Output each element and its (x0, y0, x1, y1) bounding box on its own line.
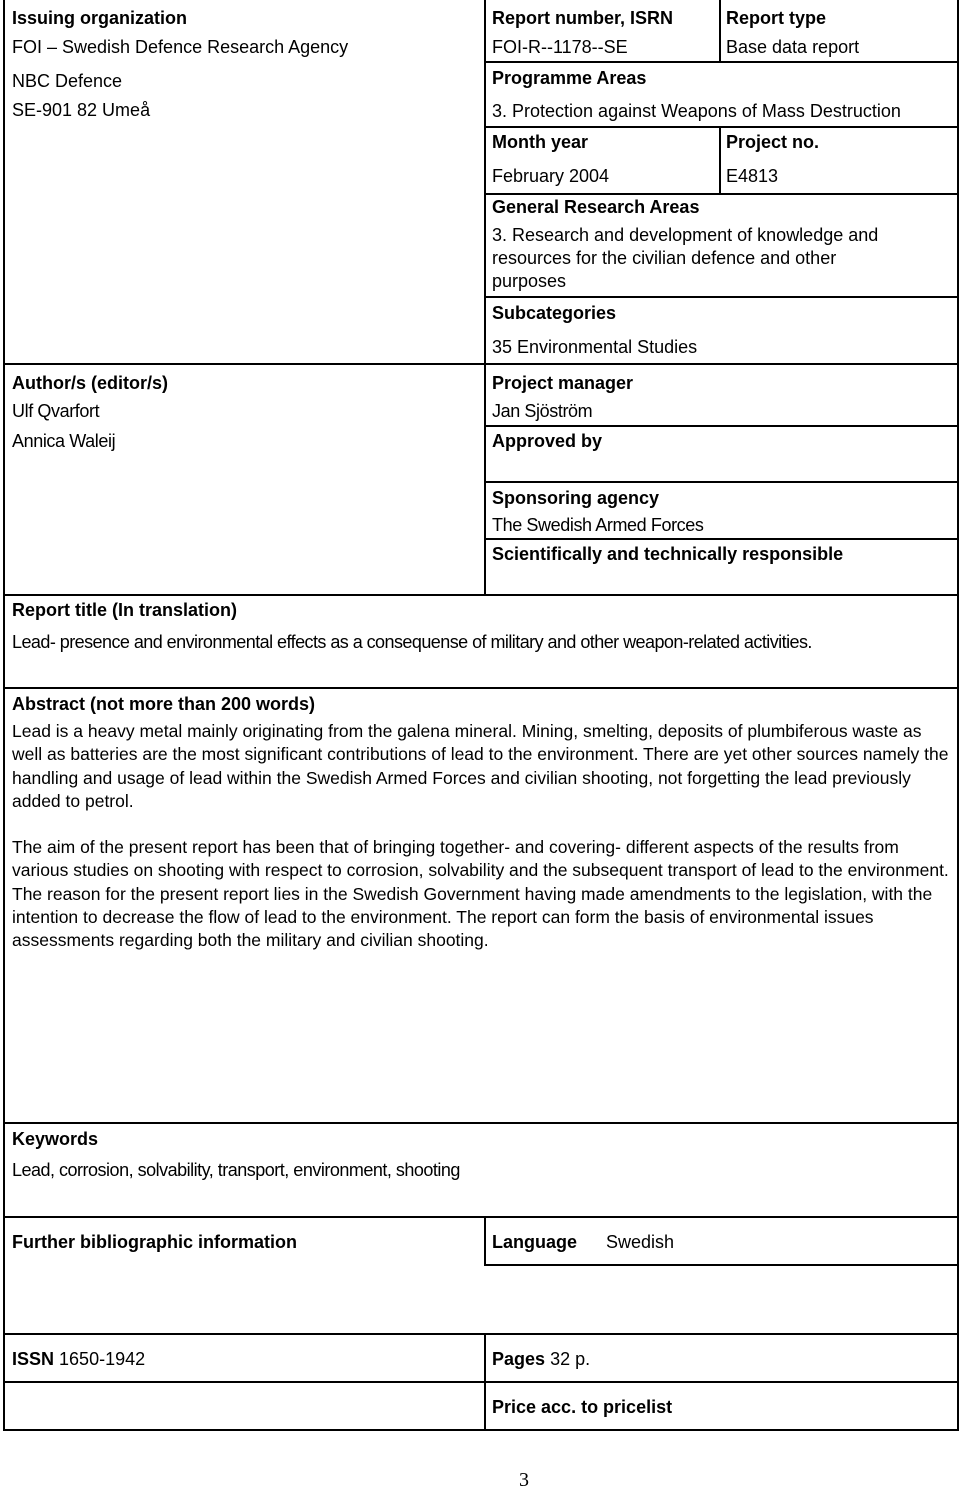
report-title-label: Report title (In translation) (12, 600, 237, 620)
column-divider-language (484, 1218, 486, 1266)
issn-label: ISSN (12, 1349, 55, 1369)
issuing-line-2: NBC Defence (12, 71, 123, 91)
column-divider-report-type (719, 0, 721, 62)
column-divider-project-no (719, 127, 721, 194)
further-info-label: Further bibliographic information (12, 1232, 297, 1252)
report-number-value: FOI-R--1178--SE (492, 37, 628, 57)
hline-further-info (3, 1216, 959, 1218)
general-research-line-1: 3. Research and development of knowledge and (492, 225, 879, 245)
price-label: Price acc. to pricelist (492, 1397, 673, 1417)
subcategories-value: 35 Environmental Studies (492, 337, 698, 357)
abstract-paragraph-1: Lead is a heavy metal mainly originating from the galena mineral. Mining, smelting, deposits of plumbiferous waste as well as batteries are the most significant contributions of lead to the environment. There are yet other sources namely the handling and usage of lead within the Swedish Armed Forces and civilian shooting, not forgetting the lead previously added to petrol. (12, 721, 949, 811)
sponsoring-value: The Swedish Armed Forces (492, 515, 704, 535)
hline-report-title (3, 594, 959, 596)
sponsoring-label: Sponsoring agency (492, 488, 660, 508)
issn-field (12, 1348, 145, 1370)
month-year-value: February 2004 (492, 166, 610, 186)
page-number: 3 (519, 1469, 529, 1491)
hline-abstract (3, 687, 959, 689)
hline-price (3, 1381, 959, 1383)
report-type-label: Report type (726, 8, 827, 28)
approved-by-label: Approved by (492, 431, 603, 451)
general-research-line-2: resources for the civilian defence and other (492, 248, 837, 268)
responsible-label: Scientifically and technically responsible (492, 544, 844, 564)
report-title-value: Lead- presence and environmental effects as a consequense of military and other weapon-related activities. (12, 632, 812, 652)
month-year-label: Month year (492, 132, 589, 152)
hline-language-bottom (484, 1264, 959, 1266)
programme-areas-value: 3. Protection against Weapons of Mass Destruction (492, 101, 901, 121)
hline-responsible (484, 538, 959, 540)
border-bottom (3, 1429, 959, 1431)
hline-general (484, 193, 959, 195)
language-label: Language (492, 1232, 578, 1252)
general-research-line-3: purposes (492, 271, 567, 291)
report-number-label: Report number, ISRN (492, 8, 674, 28)
hline-authors (3, 363, 485, 365)
abstract-paragraph-2: The aim of the present report has been that of bringing together- and covering- different aspects of the results from various studies on shooting with respect to corrosion, solvability and the subsequent transport of lead to the environment. The reason for the present report lies in the Swedish Government having made amendments to the legislation, with the intention to decrease the flow of lead to the environment. The report can form the basis of environmental issues assessments regarding both the military and civilian shooting. (12, 837, 949, 951)
issuing-line-3: SE-901 82 Umeå (12, 100, 151, 120)
hline-month (484, 126, 959, 128)
hline-subcategories (484, 296, 959, 298)
hline-project-manager (484, 363, 959, 365)
report-type-value: Base data report (726, 37, 860, 57)
issuing-line-1: FOI – Swedish Defence Research Agency (12, 37, 349, 57)
general-research-label: General Research Areas (492, 197, 700, 217)
author-name: Annica Waleij (12, 431, 116, 451)
project-manager-label: Project manager (492, 373, 634, 393)
hline-keywords (3, 1122, 959, 1124)
pages-label: Pages (492, 1349, 546, 1369)
pages-value: 32 p. (550, 1349, 591, 1369)
project-manager-value: Jan Sjöström (492, 401, 593, 421)
subcategories-label: Subcategories (492, 303, 617, 323)
abstract-label: Abstract (not more than 200 words) (12, 694, 316, 714)
programme-areas-label: Programme Areas (492, 68, 647, 88)
hline-approved (484, 425, 959, 427)
issn-value: 1650-1942 (59, 1349, 146, 1369)
project-no-label: Project no. (726, 132, 820, 152)
keywords-value: Lead, corrosion, solvability, transport, environment, shooting (12, 1160, 460, 1180)
hline-programme (484, 61, 959, 63)
project-no-value: E4813 (726, 166, 779, 186)
hline-sponsoring (484, 481, 959, 483)
author-name: Ulf Qvarfort (12, 401, 100, 421)
hline-issn (3, 1333, 959, 1335)
language-value: Swedish (606, 1232, 675, 1252)
authors-label: Author/s (editor/s) (12, 373, 168, 393)
issuing-label: Issuing organization (12, 8, 188, 28)
pages-field (492, 1348, 590, 1370)
keywords-label: Keywords (12, 1129, 99, 1149)
